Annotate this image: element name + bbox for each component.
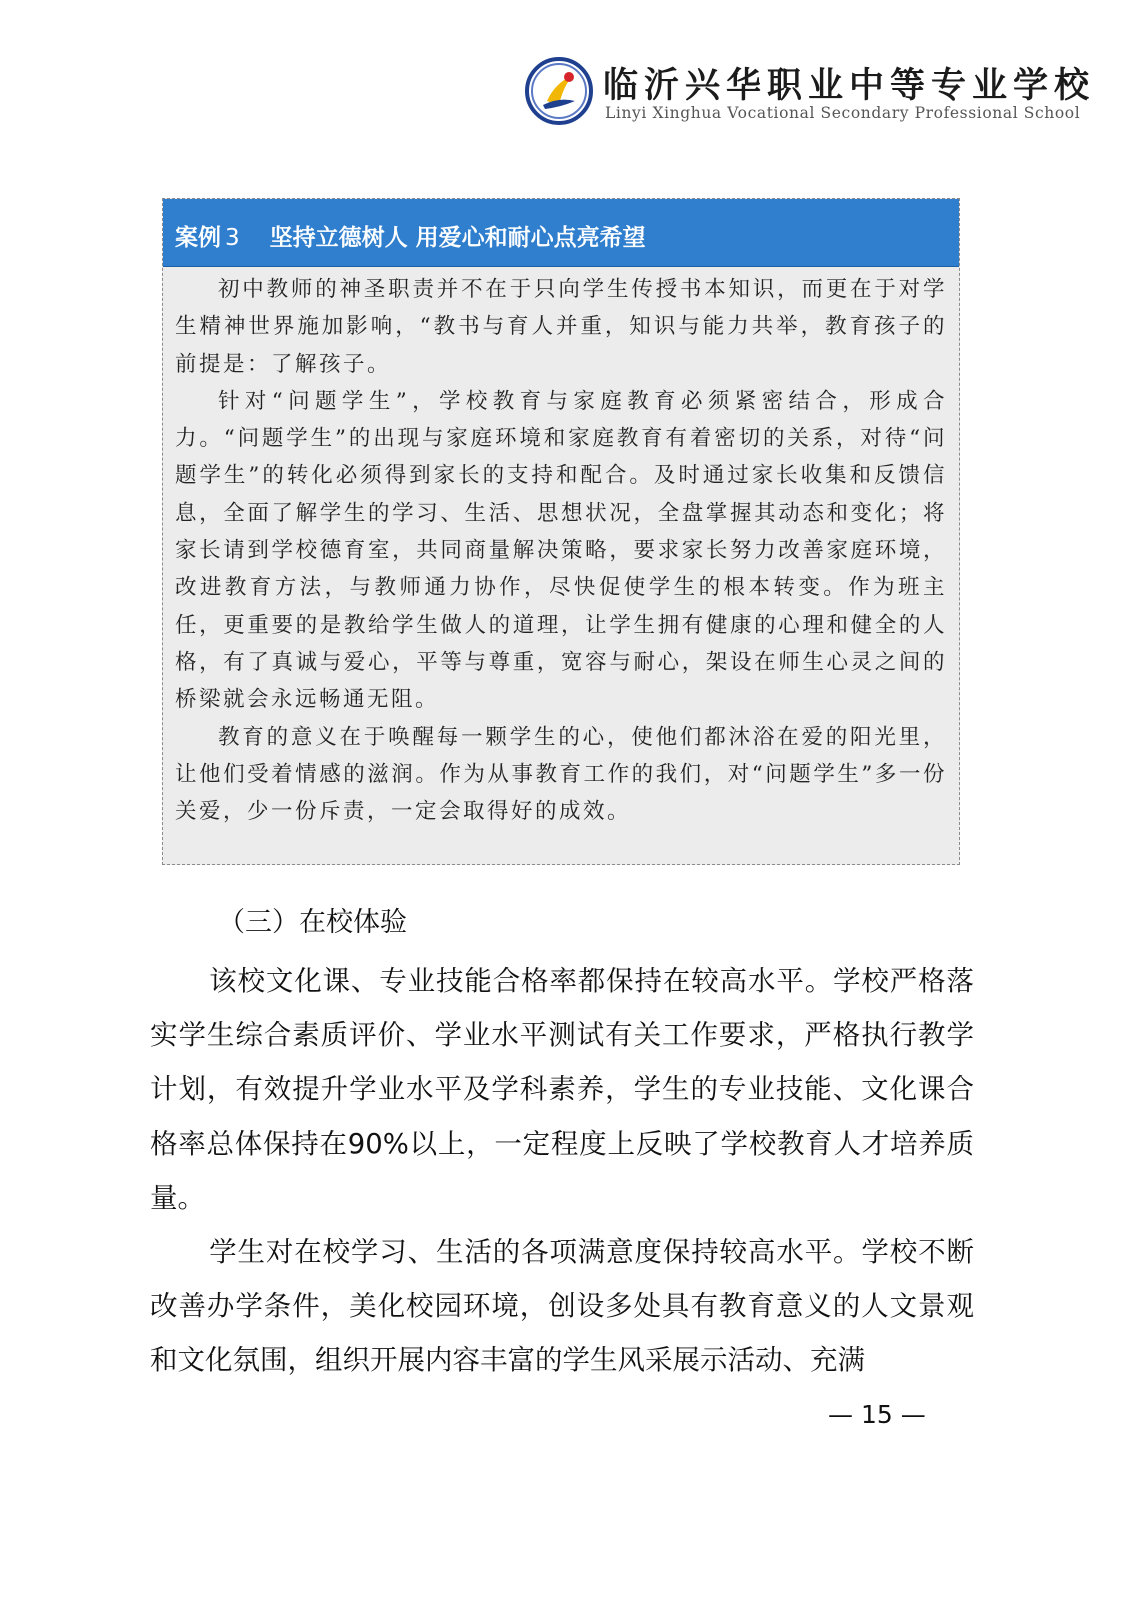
case-title-bar [163,199,959,267]
case-study-box [162,198,960,865]
school-name-en: Linyi Xinghua Vocational Secondary Professional School [605,104,1081,122]
case-paragraph: 针对“问题学生”，学校教育与家庭教育必须紧密结合，形成合力。“问题学生”的出现与家庭环境和家庭教育有着密切的关系，对待“问题学生”的转化必须得到家长的支持和配合。及时通过家长收集和反馈信息，全面了解学生的学习、生活、思想状况，全盘掌握其动态和变化；将家长请到学校德育室，共同商量解决策略，要求家长努力改善家庭环境，改进教育方法，与教师通力协作，尽快促使学生的根本转变。作为班主任，更重要的是教给学生做人的道理，让学生拥有健康的心理和健全的人格，有了真诚与爱心，平等与尊重，宽容与耐心，架设在师生心灵之间的桥梁就会永远畅通无阻。 [175,388,947,713]
case-title: 坚持立德树人 用爱心和耐心点亮希望 [269,225,646,251]
section-heading: （三）在校体验 [218,907,407,938]
main-section [150,900,974,1388]
case-label: 案例 [175,225,221,251]
case-body [163,267,959,830]
case-paragraph: 教育的意义在于唤醒每一颗学生的心，使他们都沐浴在爱的阳光里，让他们受着情感的滋润。作为从事教育工作的我们，对“问题学生”多一份关爱，少一份斥责，一定会取得好的成效。 [175,724,947,825]
case-number: 3 [225,225,240,251]
body-paragraph: 该校文化课、专业技能合格率都保持在较高水平。学校严格落实学生综合素质评价、学业水平测试有关工作要求，严格执行教学计划，有效提升学业水平及学科素养，学生的专业技能、文化课合格率总体保持在90%以上，一定程度上反映了学校教育人才培养质量。 [150,965,974,1214]
school-name-cn: 临沂兴华职业中等专业学校 [603,65,1096,106]
case-paragraph: 初中教师的神圣职责并不在于只向学生传授书本知识，而更在于对学生精神世界施加影响，“教书与育人并重，知识与能力共举，教育孩子的前提是：了解孩子。 [175,277,947,377]
body-paragraph: 学生对在校学习、生活的各项满意度保持较高水平。学校不断改善办学条件，美化校园环境，创设多处具有教育意义的人文景观和文化氛围，组织开展内容丰富的学生风采展示活动、充满 [150,1236,974,1377]
school-logo-icon [525,57,593,125]
page-number: — 15 — [828,1400,926,1429]
page-header [525,52,1096,132]
